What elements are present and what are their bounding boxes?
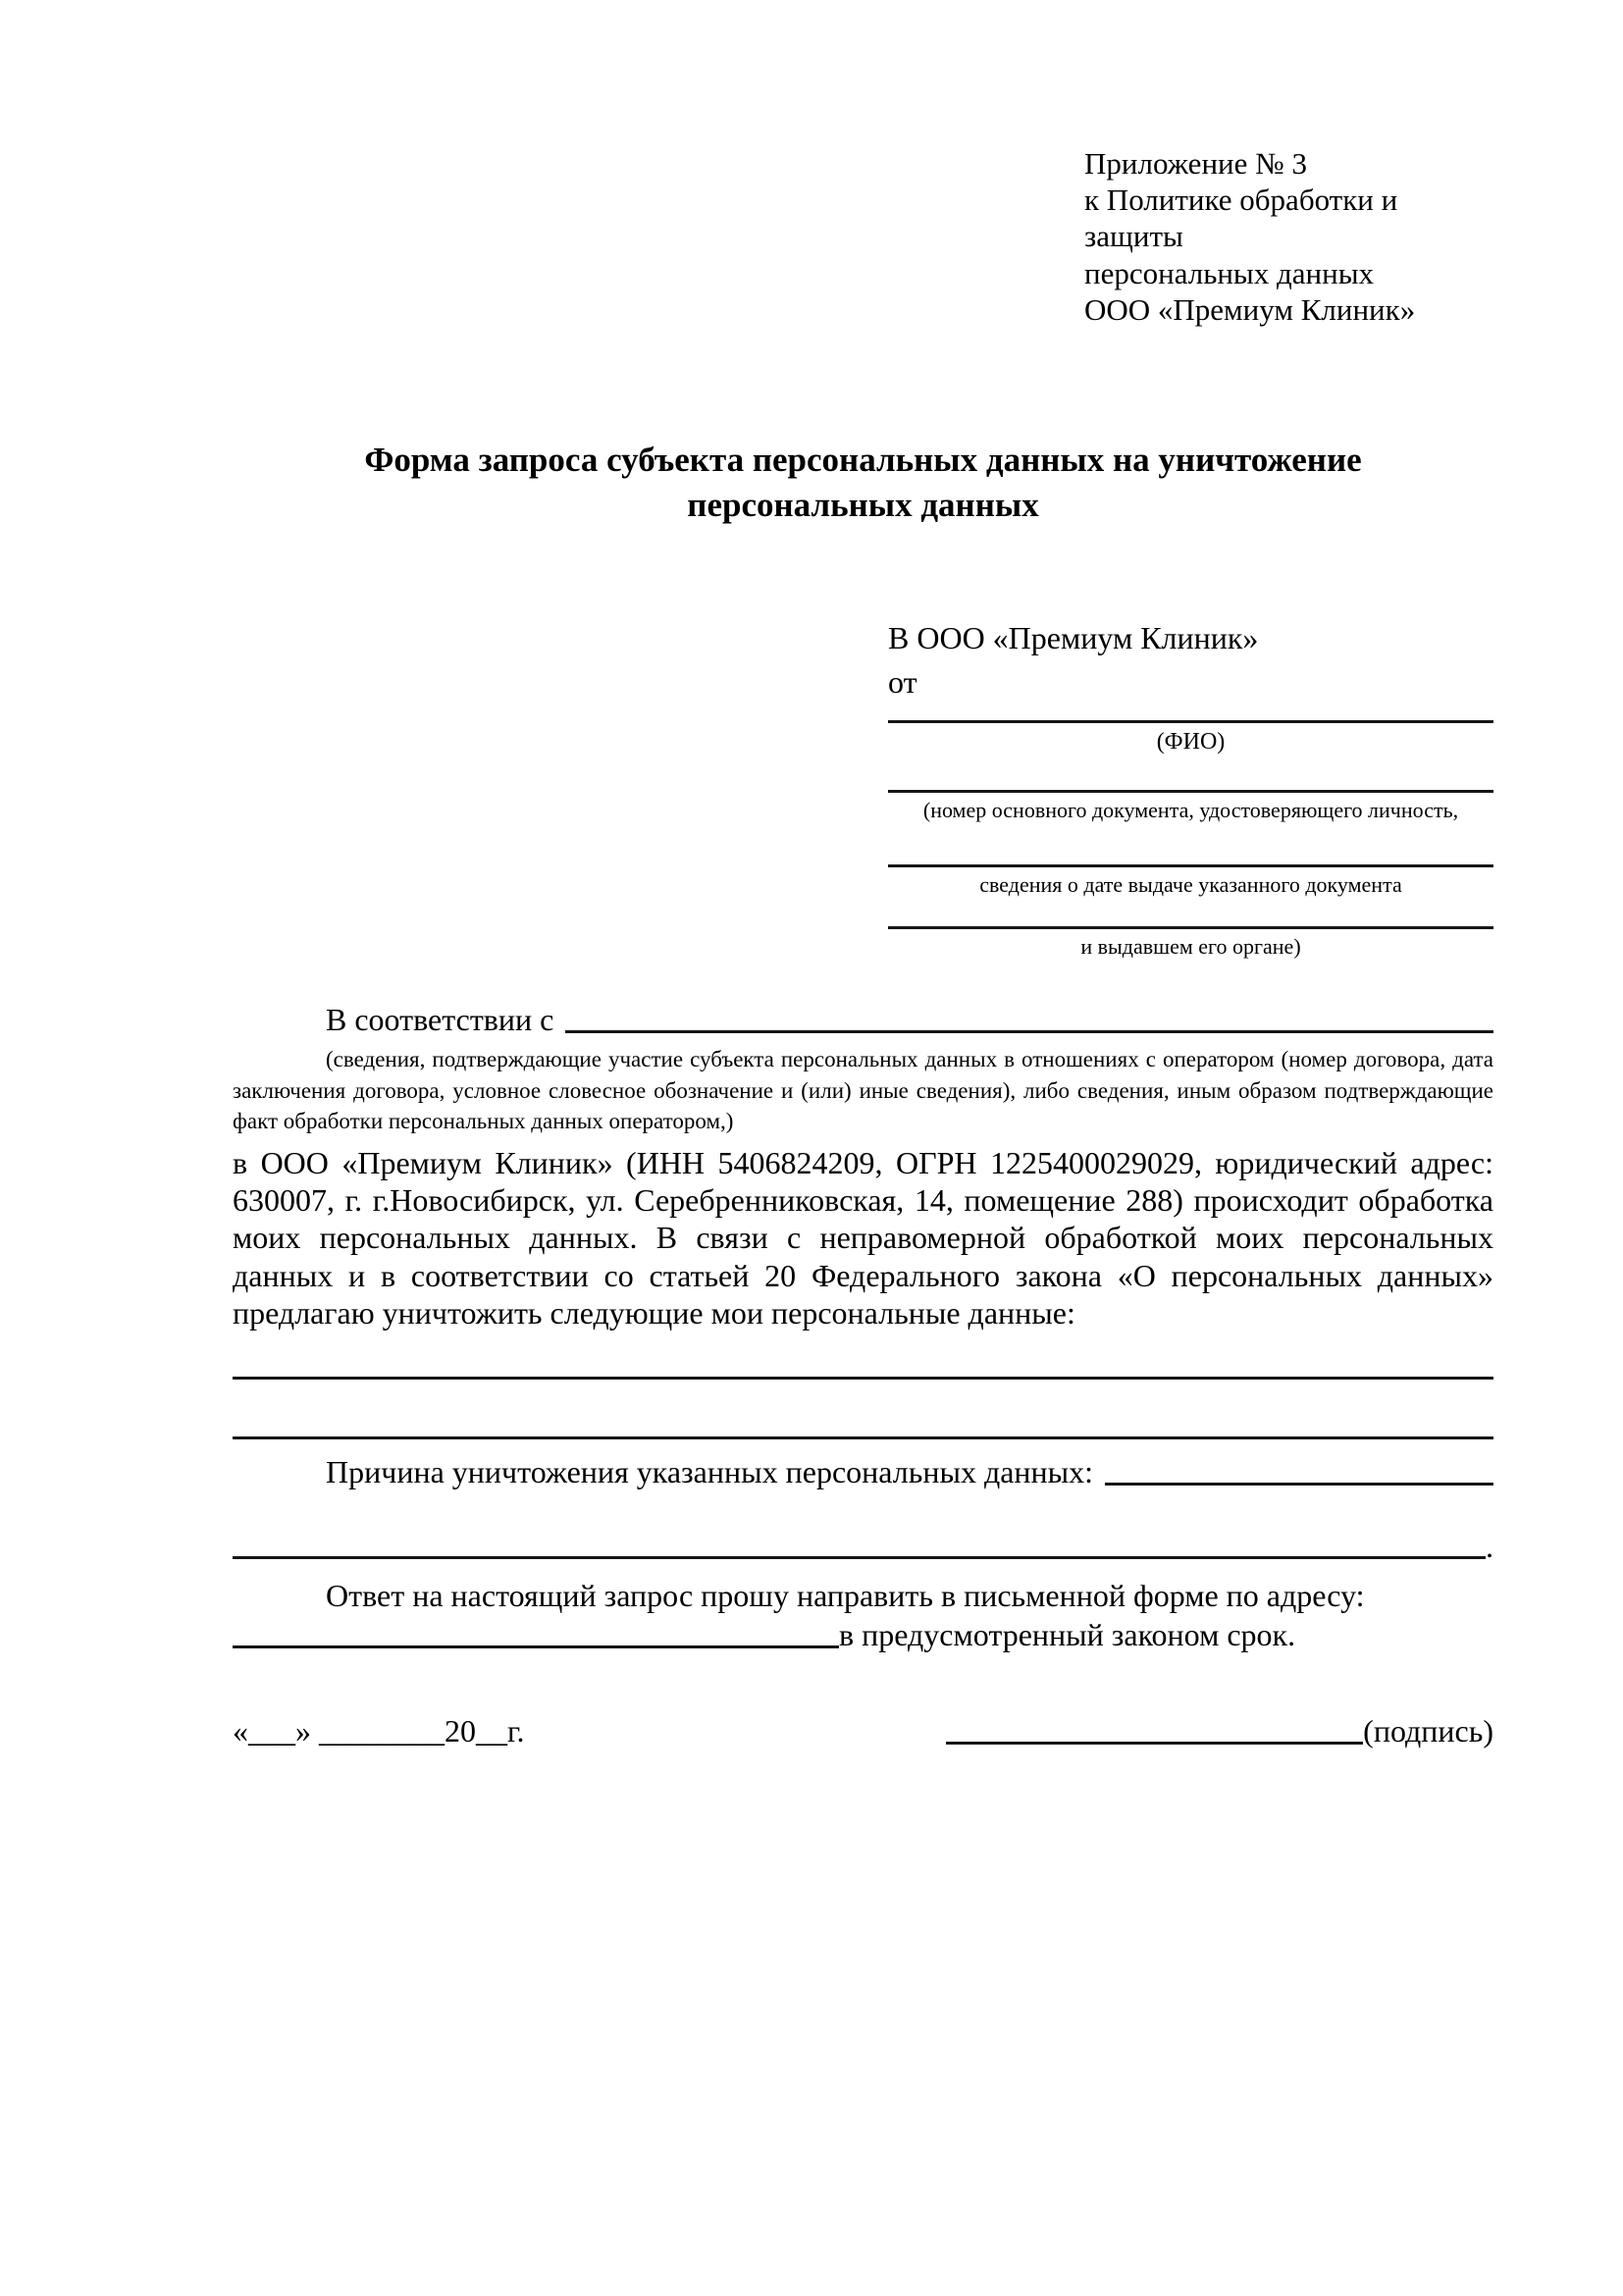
answer-paragraph: Ответ на настоящий запрос прошу направить в письменной форме по адресу: <box>326 1577 1365 1613</box>
reason-line <box>233 1453 1493 1490</box>
answer-tail-text: в предусмотренный законом срок. <box>839 1616 1296 1652</box>
accordance-line <box>233 1001 1493 1038</box>
legal-note: (сведения, подтверждающие участие субъекта персональных данных в отношениях с оператором (номер договора, дата заключения договора, условное словесное обозначение и (или) иные сведения), либо сведения, иным образом подтверждающие факт обработки персональных данных оператором,) <box>233 1047 1493 1134</box>
personal-data-blank-line <box>233 1436 1493 1439</box>
period-text: . <box>1486 1528 1493 1564</box>
main-paragraph: в ООО «Премиум Клиник» (ИНН 5406824209, ОГРН 1225400029029, юридический адрес: 630007, г. г.Новосибирск, ул. Серебренниковская, 14, помещение 288) происходит обработка моих персональных данных. В связи с неправомерной обработкой моих персональных данных и в соответствии со статьей 20 Федерального закона «О персональных данных» предлагаю уничтожить следующие мои персональные данные: <box>233 1145 1493 1331</box>
date-signature-row <box>233 1712 1493 1749</box>
addressee-block <box>888 616 1493 960</box>
letterhead <box>1084 145 1493 328</box>
issue-date-caption: сведения о дате выдаче указанного документа <box>979 872 1402 898</box>
issuing-authority-caption: и выдавшем его органе) <box>1080 933 1301 959</box>
reason-continuation-line <box>233 1528 1493 1565</box>
reason-blank-line <box>1105 1483 1493 1486</box>
reason-label: Причина уничтожения указанных персональных данных: <box>326 1453 1094 1489</box>
letterhead-line: персональных данных <box>1084 255 1375 290</box>
accordance-label: В соответствии с <box>326 1002 554 1038</box>
addressee-to: В ООО «Премиум Клиник» <box>888 620 1259 656</box>
addressee-from: от <box>888 664 917 701</box>
page-title <box>233 438 1493 528</box>
letterhead-line: Приложение № 3 <box>1084 146 1307 181</box>
reason-blank-line <box>233 1556 1486 1559</box>
date-field: «___» ________20__г. <box>233 1712 525 1748</box>
address-blank-line <box>233 1645 839 1648</box>
signature-caption: (подпись) <box>1363 1712 1493 1748</box>
fio-caption: (ФИО) <box>1156 728 1226 755</box>
signature-field <box>946 1712 1493 1749</box>
letterhead-line: ООО «Премиум Клиник» <box>1084 291 1416 327</box>
signature-blank-line <box>946 1742 1363 1745</box>
letterhead-line: к Политике обработки и защиты <box>1084 183 1398 254</box>
page-title-text: Форма запроса субъекта персональных данных на уничтожение персональных данных <box>364 440 1362 525</box>
document-number-caption: (номер основного документа, удостоверяющего личность, <box>922 797 1459 822</box>
answer-address-line <box>233 1616 1493 1653</box>
personal-data-blank-line <box>233 1377 1493 1380</box>
accordance-blank-line <box>565 1030 1493 1033</box>
